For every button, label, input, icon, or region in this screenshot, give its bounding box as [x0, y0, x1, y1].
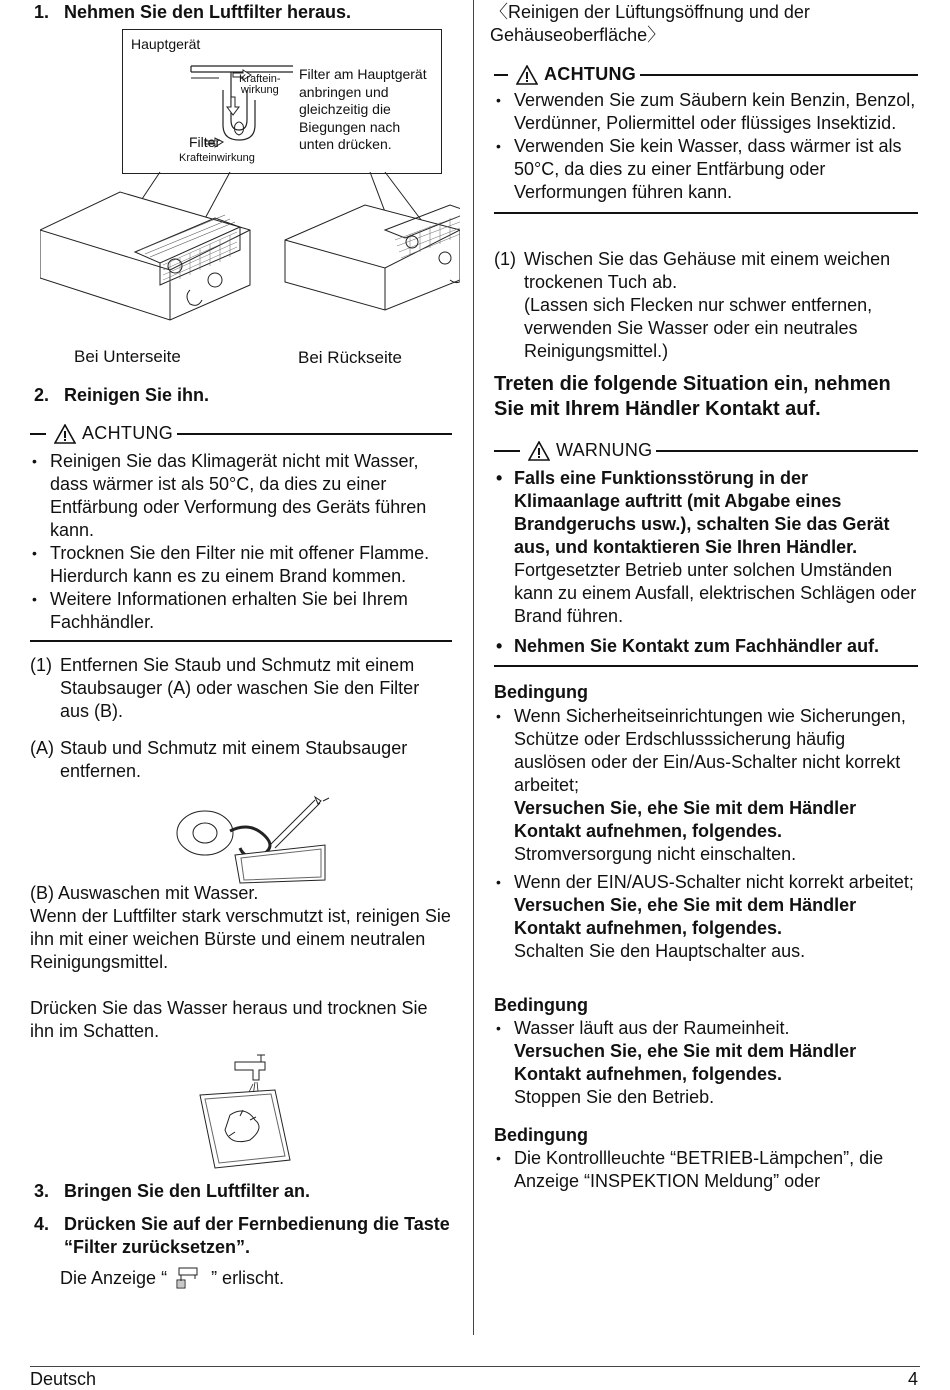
caption-back: Bei Rückseite [298, 348, 402, 367]
caution-item: • Weitere Informationen erhalten Sie bei Ihrem Fachhändler. [30, 588, 452, 634]
caution-block-left [30, 423, 452, 642]
filter-reset-icon [169, 1266, 209, 1290]
step-1-heading: 1. Nehmen Sie den Luftfilter heraus. [34, 2, 352, 22]
condition-2-list [494, 1017, 918, 1109]
warning-list [494, 467, 918, 658]
vacuum-cleaner-drawing [175, 795, 340, 885]
caution-block-right [494, 64, 918, 214]
caution-item: • Reinigen Sie das Klimagerät nicht mit Wasser, dass wärmer ist als 50°C, da dies zu einer Entfärbung oder Verformung des Geräts führen kann. [30, 450, 452, 542]
instruction-b-text: Wenn der Luftfilter stark verschmutzt ist, reinigen Sie ihn mit einer weichen Bürste und einem neutralen Reinigungsmittel. [30, 906, 451, 972]
condition-item: • Wenn der EIN/AUS-Schalter nicht korrekt arbeitet; Versuchen Sie, ehe Sie mit dem Händler Kontakt aufnehmen, folgendes. Schalten Sie den Hauptschalter aus. [494, 871, 918, 963]
step-4-heading: 4. Drücken Sie auf der Fernbedienung die Taste “Filter zurücksetzen”. [34, 1214, 450, 1257]
filter-label: Filter [189, 134, 221, 150]
wipe-instruction: (1) Wischen Sie das Gehäuse mit einem weichen trockenen Tuch ab. (Lassen sich Flecken nur schwer entfernen, verwenden Sie Wasser oder ein neutrales Reinigungsmittel.) [494, 249, 891, 361]
condition-1-title: Bedingung [494, 682, 588, 702]
instruction-a: (A) Staub und Schmutz mit einem Staubsauger entfernen. [30, 738, 408, 781]
caption-bottom: Bei Unterseite [74, 347, 181, 366]
condition-3-title: Bedingung [494, 1125, 588, 1145]
display-note: Die Anzeige “ ” erlischt. [60, 1266, 284, 1290]
footer-language: Deutsch [30, 1369, 97, 1389]
condition-1-list [494, 705, 918, 963]
instruction-b-heading: (B) Auswaschen mit Wasser. [30, 883, 259, 903]
condition-item: • Wenn Sicherheitseinrichtungen wie Sicherungen, Schütze oder Erdschlusssicherung häufig auslösen oder der Ein/Aus-Schalter nicht korrekt arbeitet; Versuchen Sie, ehe Sie mit dem Händler Kontakt aufnehmen, folgendes. Stromversorgung nicht einschalten. [494, 705, 918, 866]
footer-rule [30, 1366, 920, 1367]
caution-item: • Trocknen Sie den Filter nie mit offener Flamme. Hierdurch kann es zu einem Brand kommen. [30, 542, 452, 588]
warning-triangle-icon [516, 65, 538, 85]
section-heading: 〈Reinigen der Lüftungsöffnung und der Gehäuseoberfläche〉 [490, 2, 810, 45]
main-unit-label: Hauptgerät [131, 36, 201, 52]
caution-list [30, 450, 452, 634]
condition-item: • Wasser läuft aus der Raumeinheit. Versuchen Sie, ehe Sie mit dem Händler Kontakt aufnehmen, folgendes. Stoppen Sie den Betrieb. [494, 1017, 918, 1109]
condition-2-title: Bedingung [494, 995, 588, 1015]
caution-item: • Verwenden Sie kein Wasser, dass wärmer ist als 50°C, da dies zu einer Entfärbung oder Verformungen führen kann. [494, 135, 918, 204]
force-small-label: Kraftein- wirkung [239, 73, 281, 96]
step-2-heading: 2. Reinigen Sie ihn. [34, 385, 210, 405]
step-3-heading: 3. Bringen Sie den Luftfilter an. [34, 1181, 311, 1201]
washing-filter-drawing [195, 1050, 315, 1170]
page-number: 4 [907, 1369, 918, 1389]
warning-item: • Nehmen Sie Kontakt zum Fachhändler auf. [494, 635, 918, 658]
instruction-1: (1) Entfernen Sie Staub und Schmutz mit einem Staubsauger (A) oder waschen Sie den Filter aus (B). [30, 655, 420, 721]
filter-note: Filter am Hauptgerät anbringen und gleichzeitig die Biegungen nach unten drücken. [299, 66, 427, 152]
warning-item: • Falls eine Funktionsstörung in der Klimaanlage auftritt (mit Abgabe eines Brandgeruchs usw.), schalten Sie das Gerät aus, und kontaktieren Sie Ihren Händler. Fortgesetzter Betrieb unter solchen Umständen kann zu einem Ausfall, elektrischen Schlägen oder Brand führen. [494, 467, 918, 628]
caution-list [494, 89, 918, 204]
column-divider [473, 0, 474, 1335]
condition-3-list [494, 1147, 918, 1193]
warning-triangle-icon [54, 424, 76, 444]
caution-heading: ACHTUNG [494, 64, 918, 85]
force-label: Krafteinwirkung [179, 152, 255, 164]
caution-item: • Verwenden Sie zum Säubern kein Benzin, Benzol, Verdünner, Poliermittel oder flüssiges Insektizid. [494, 89, 918, 135]
warning-triangle-icon [528, 441, 550, 461]
contact-heading: Treten die folgende Situation ein, nehmen Sie mit Ihrem Händler Kontakt auf. [494, 373, 891, 420]
caution-heading: ACHTUNG [30, 423, 452, 444]
press-dry-text: Drücken Sie das Wasser heraus und trocknen Sie ihn im Schatten. [30, 998, 428, 1041]
warning-block [494, 440, 918, 667]
warning-heading: WARNUNG [494, 440, 918, 461]
condition-item: • Die Kontrollleuchte “BETRIEB-Lämpchen”, die Anzeige “INSPEKTION Meldung” oder [494, 1147, 918, 1193]
filter-detail-figure [122, 29, 442, 174]
air-conditioner-drawings [40, 170, 460, 345]
